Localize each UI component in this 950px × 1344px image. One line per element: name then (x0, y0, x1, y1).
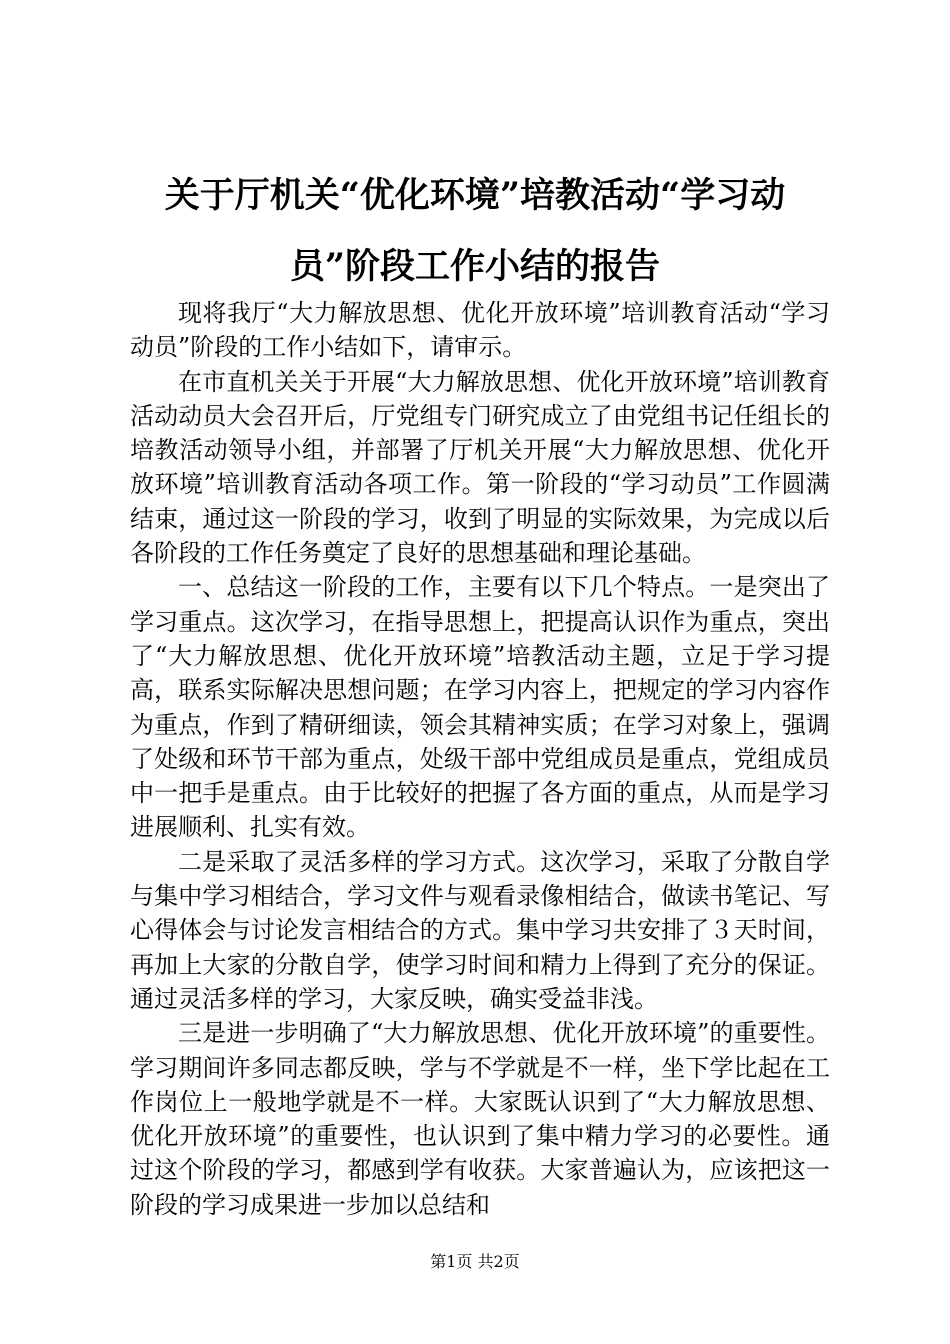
paragraph-point-one: 一、总结这一阶段的工作，主要有以下几个特点。一是突出了学习重点。这次学习，在指导思想上，把提高认识作为重点，突出了“大力解放思想、优化开放环境”培教活动主题，立足于学习提高，联系实际解决思想问题；在学习内容上，把规定的学习内容作为重点，作到了精研细读，领会其精神实质；在学习对象上，强调了处级和环节干部为重点，处级干部中党组成员是重点，党组成员中一把手是重点。由于比较好的把握了各方面的重点，从而是学习进展顺利、扎实有效。 (130, 573, 830, 842)
paragraph-point-two: 二是采取了灵活多样的学习方式。这次学习，采取了分散自学与集中学习相结合，学习文件与观看录像相结合，做读书笔记、写心得体会与讨论发言相结合的方式。集中学习共安排了３天时间，再加上大家的分散自学，使学习时间和精力上得到了充分的保证。通过灵活多样的学习，大家反映，确实受益非浅。 (130, 847, 830, 1013)
page-number-footer: 第1页 共2页 (430, 1252, 520, 1271)
paragraph-intro: 现将我厅“大力解放思想、优化开放环境”培训教育活动“学习动员”阶段的工作小结如下，请审示。 (130, 299, 830, 362)
document-title: 关于厅机关“优化环境”培教活动“学习动员”阶段工作小结的报告 (164, 175, 786, 287)
document-body (130, 296, 830, 1222)
paragraph-point-three: 三是进一步明确了“大力解放思想、优化开放环境”的重要性。学习期间许多同志都反映，学与不学就是不一样，坐下学比起在工作岗位上一般地学就是不一样。大家既认识到了“大力解放思想、优化开放环境”的重要性，也认识到了集中精力学习的必要性。通过这个阶段的学习，都感到学有收获。大家普遍认为，应该把这一阶段的学习成果进一步加以总结和 (130, 1019, 830, 1219)
paragraph-background: 在市直机关关于开展“大力解放思想、优化开放环境”培训教育活动动员大会召开后，厅党组专门研究成立了由党组书记任组长的培教活动领导小组，并部署了厅机关开展“大力解放思想、优化开放环境”培训教育活动各项工作。第一阶段的“学习动员”工作圆满结束，通过这一阶段的学习，收到了明显的实际效果，为完成以后各阶段的工作任务奠定了良好的思想基础和理论基础。 (130, 367, 830, 568)
